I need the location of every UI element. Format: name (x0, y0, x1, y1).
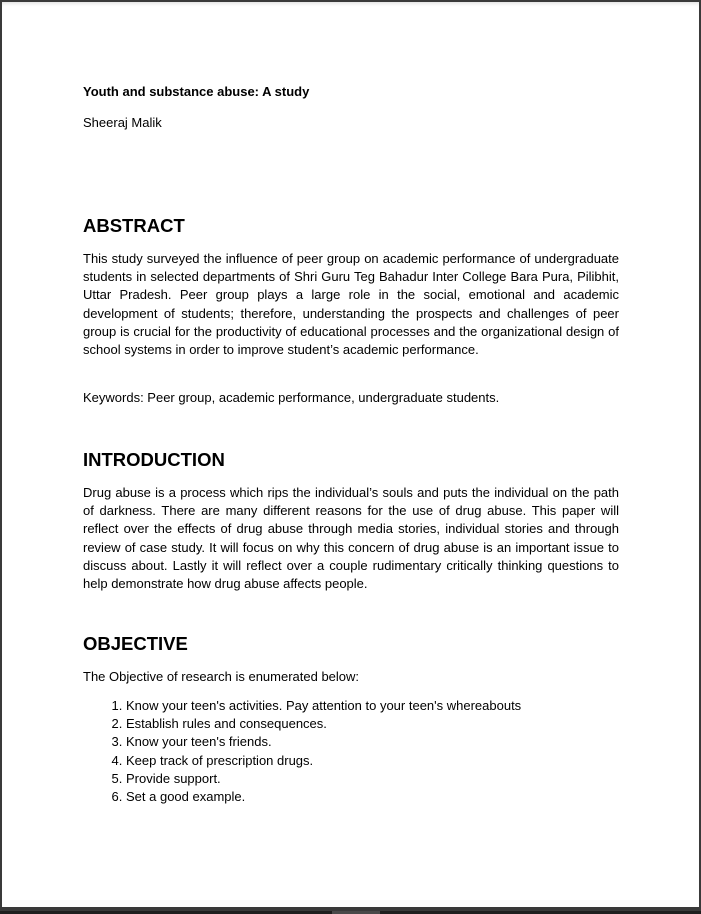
objective-intro: The Objective of research is enumerated below: (83, 669, 360, 684)
objective-item: 1. Know your teen's activities. Pay attention to your teen's whereabouts (126, 697, 521, 715)
document-page (2, 2, 699, 907)
abstract-heading: ABSTRACT (83, 215, 185, 236)
document-title: Youth and substance abuse: A study (83, 84, 310, 99)
abstract-body: This study surveyed the influence of peer group on academic performance of undergraduate students in selected departments of Shri Guru Teg Bahadur Inter College Bara Pura, Pilibhit, Uttar Pradesh. Peer group plays a large role in the social, emotional and academic development of students; therefore, understanding the prospects and challenges of peer group is crucial for the productivity of educational processes and the organizational design of school systems in order to improve student’s academic performance. (83, 251, 619, 358)
abstract-keywords: Keywords: Peer group, academic performance, undergraduate students. (83, 390, 500, 405)
objective-item: 4. Keep track of prescription drugs. (126, 752, 521, 770)
objective-list (83, 697, 521, 806)
objective-item: 5. Provide support. (126, 770, 521, 788)
document-author: Sheeraj Malik (83, 115, 162, 130)
objective-item: 2. Establish rules and consequences. (126, 715, 521, 733)
objective-item: 3. Know your teen's friends. (126, 733, 521, 751)
introduction-body: Drug abuse is a process which rips the individual’s souls and puts the individual on the path of darkness. There are many different reasons for the use of drug abuse. This paper will reflect over the effects of drug abuse through media stories, individual stories and through review of case study. It will focus on why this concern of drug abuse is an important issue to discuss about. Lastly it will reflect over a couple rudimentary critically thinking questions to help demonstrate how drug abuse affects people. (83, 485, 619, 592)
introduction-heading: INTRODUCTION (83, 449, 225, 470)
objective-item: 6. Set a good example. (126, 788, 521, 806)
objective-heading: OBJECTIVE (83, 633, 188, 654)
